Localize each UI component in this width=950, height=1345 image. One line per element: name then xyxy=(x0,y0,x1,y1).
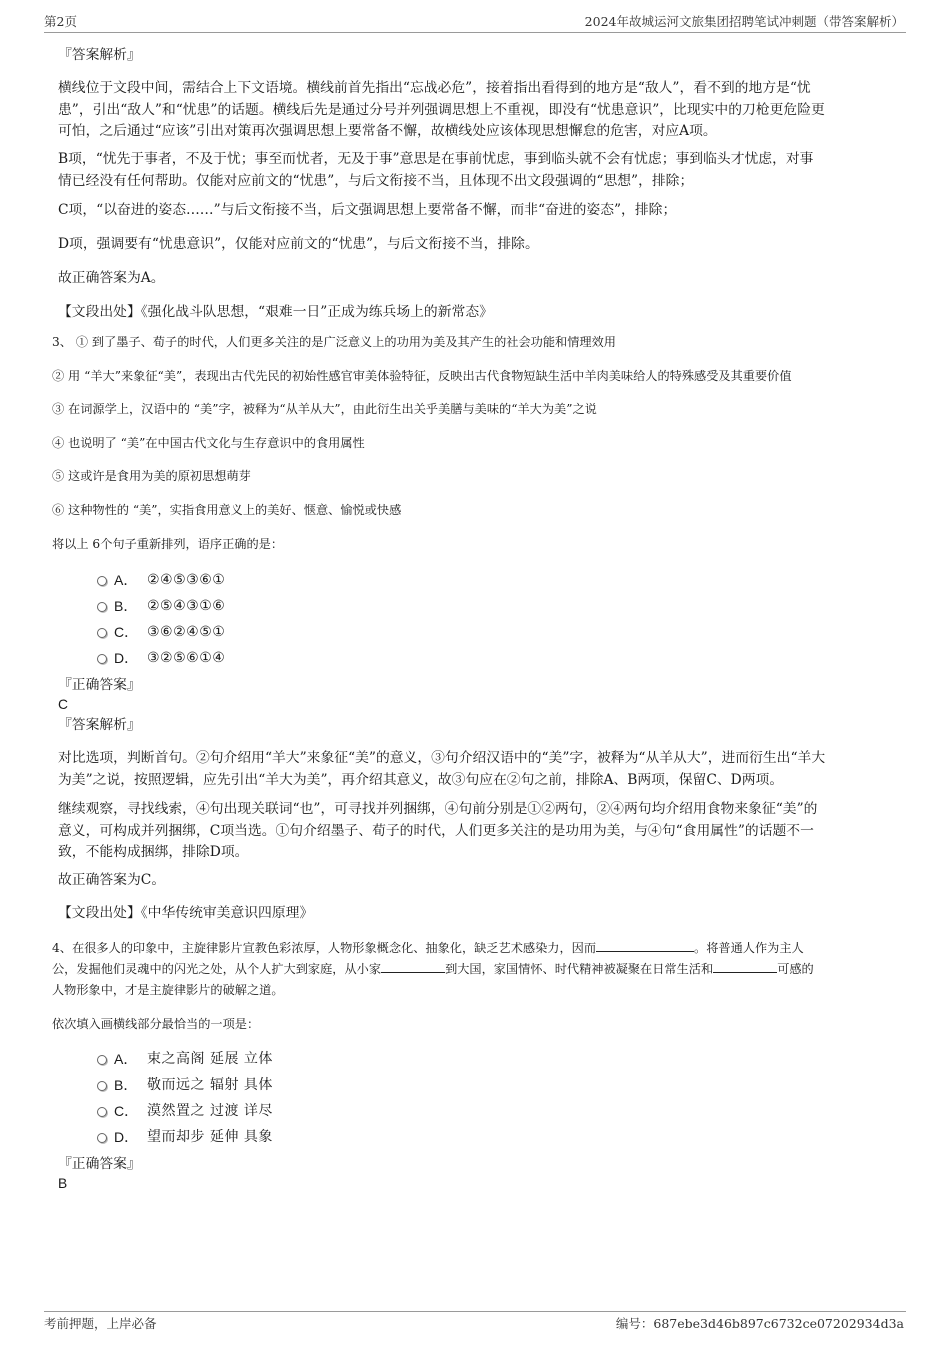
radio-icon[interactable] xyxy=(97,1107,107,1117)
radio-icon[interactable] xyxy=(97,1055,107,1065)
q3-prompt: 将以上 6个句子重新排列，语序正确的是： xyxy=(52,537,284,551)
q3-stem-line6: ⑥ 这种物性的 “美”，实指食用意义上的美好、惬意、愉悦或快感 xyxy=(52,503,402,517)
q3-stem-line2: ② 用 “羊大”来象征“美”，表现出古代先民的初始性感官审美体验特征，反映出古代食物短缺生活中羊肉美味给人的特殊感受及其重要价值 xyxy=(52,369,792,383)
radio-icon[interactable] xyxy=(97,628,107,638)
q2-analysis-para3: C项，“以奋进的姿态……”与后文衔接不当，后文强调思想上要常备不懈，而非“奋进的姿态”，排除； xyxy=(58,202,677,218)
header-rule xyxy=(44,32,906,33)
footer-rule xyxy=(44,1311,906,1312)
document-title: 2024年故城运河文旅集团招聘笔试冲刺题（带答案解析） xyxy=(584,14,904,29)
footer-code: 编号：687ebe3d46b897c6732ce07202934d3a xyxy=(615,1316,904,1331)
q2-analysis-heading: 『答案解析』 xyxy=(58,47,141,63)
q3-stem-line1: 3、 ① 到了墨子、荀子的时代，人们更多关注的是广泛意义上的功用为美及其产生的社会功能和情理效用 xyxy=(52,335,616,349)
blank-3 xyxy=(713,960,777,973)
q3-conclusion: 故正确答案为C。 xyxy=(58,872,166,888)
q4-stem-line3: 人物形象中，才是主旋律影片的破解之道。 xyxy=(52,983,284,997)
blank-2 xyxy=(381,960,445,973)
q4-prompt: 依次填入画横线部分最恰当的一项是： xyxy=(52,1017,260,1031)
q2-analysis-para4: D项，强调要有“忧患意识”，仅能对应前文的“忧患”，与后文衔接不当，排除。 xyxy=(58,236,539,252)
q3-answer: C xyxy=(58,697,68,712)
q4-stem-line2: 公，发掘他们灵魂中的闪光之处，从个人扩大到家庭，从小家 到大国，家国情怀、时代精神被凝聚在日常生活和 可感的 xyxy=(52,962,814,976)
radio-icon[interactable] xyxy=(97,1081,107,1091)
radio-icon[interactable] xyxy=(97,576,107,586)
q2-conclusion: 故正确答案为A。 xyxy=(58,270,165,286)
radio-icon[interactable] xyxy=(97,602,107,612)
q4-answer-heading: 『正确答案』 xyxy=(58,1156,141,1172)
footer-slogan: 考前押题，上岸必备 xyxy=(44,1316,157,1331)
q3-source: 【文段出处】《中华传统审美意识四原理》 xyxy=(58,905,314,921)
q3-analysis-para2: 继续观察，寻找线索，④句出现关联词“也”，可寻找并列捆绑，④句前分别是①②两句，②④两句均介绍用食物来象征“美”的 意义，可构成并列捆绑，C项当选。①句介绍墨子、荀子的时代，人们更多关注的是功用为美，与④句“食用属性”的话题不一 致，不能构成捆绑，排除D项。 xyxy=(58,801,818,860)
q3-stem-line3: ③ 在词源学上，汉语中的 “美”字，被释为“从羊从大”，由此衍生出关乎美膳与美味的“羊大为美”之说 xyxy=(52,402,597,416)
blank-1 xyxy=(596,939,694,952)
page-number: 第2页 xyxy=(44,14,77,29)
q4-answer: B xyxy=(58,1176,68,1191)
radio-icon[interactable] xyxy=(97,654,107,664)
q4-stem-line1: 4、在很多人的印象中，主旋律影片宣教色彩浓厚，人物形象概念化、抽象化，缺乏艺术感染力，因而 。将普通人作为主人 xyxy=(52,941,804,955)
q3-analysis-heading: 『答案解析』 xyxy=(58,717,141,733)
q3-stem-line4: ④ 也说明了 “美”在中国古代文化与生存意识中的食用属性 xyxy=(52,436,365,450)
q3-answer-heading: 『正确答案』 xyxy=(58,677,141,693)
radio-icon[interactable] xyxy=(97,1133,107,1143)
q2-analysis-para1: 横线位于文段中间，需结合上下文语境。横线前首先指出“忘战必危”，接着指出看得到的地方是“敌人”，看不到的地方是“忧 患”，引出“敌人”和“忧患”的话题。横线后先是通过分号并列强调思想上不重视，即没有“忧患意识”，比现实中的刀枪更危险更 可怕，之后通过“应该”引出对策再次强调思想上要常备不懈，故横线处应该体现思想懈怠的危害，对应A项。 xyxy=(58,80,825,139)
q2-source: 【文段出处】《强化战斗队思想，“艰难一日”正成为练兵场上的新常态》 xyxy=(58,304,493,320)
q2-analysis-para2: B项，“忧先于事者，不及于忧；事至而忧者，无及于事”意思是在事前忧虑，事到临头就不会有忧虑；事到临头才忧虑，对事 情已经没有任何帮助。仅能对应前文的“忧患”，与后文衔接不当，且体现不出文段强调的“思想”，排除； xyxy=(58,151,814,189)
q3-stem-line5: ⑤ 这或许是食用为美的原初思想萌芽 xyxy=(52,469,251,483)
q3-analysis-para1: 对比选项，判断首句。②句介绍用“羊大”来象征“美”的意义，③句介绍汉语中的“美”字，被释为“从羊从大”，进而衍生出“羊大 为美”之说，按照逻辑，应先引出“羊大为美”，再介绍其意义，故③句应在②句之前，排除A、B两项，保留C、D两项。 xyxy=(58,750,826,788)
